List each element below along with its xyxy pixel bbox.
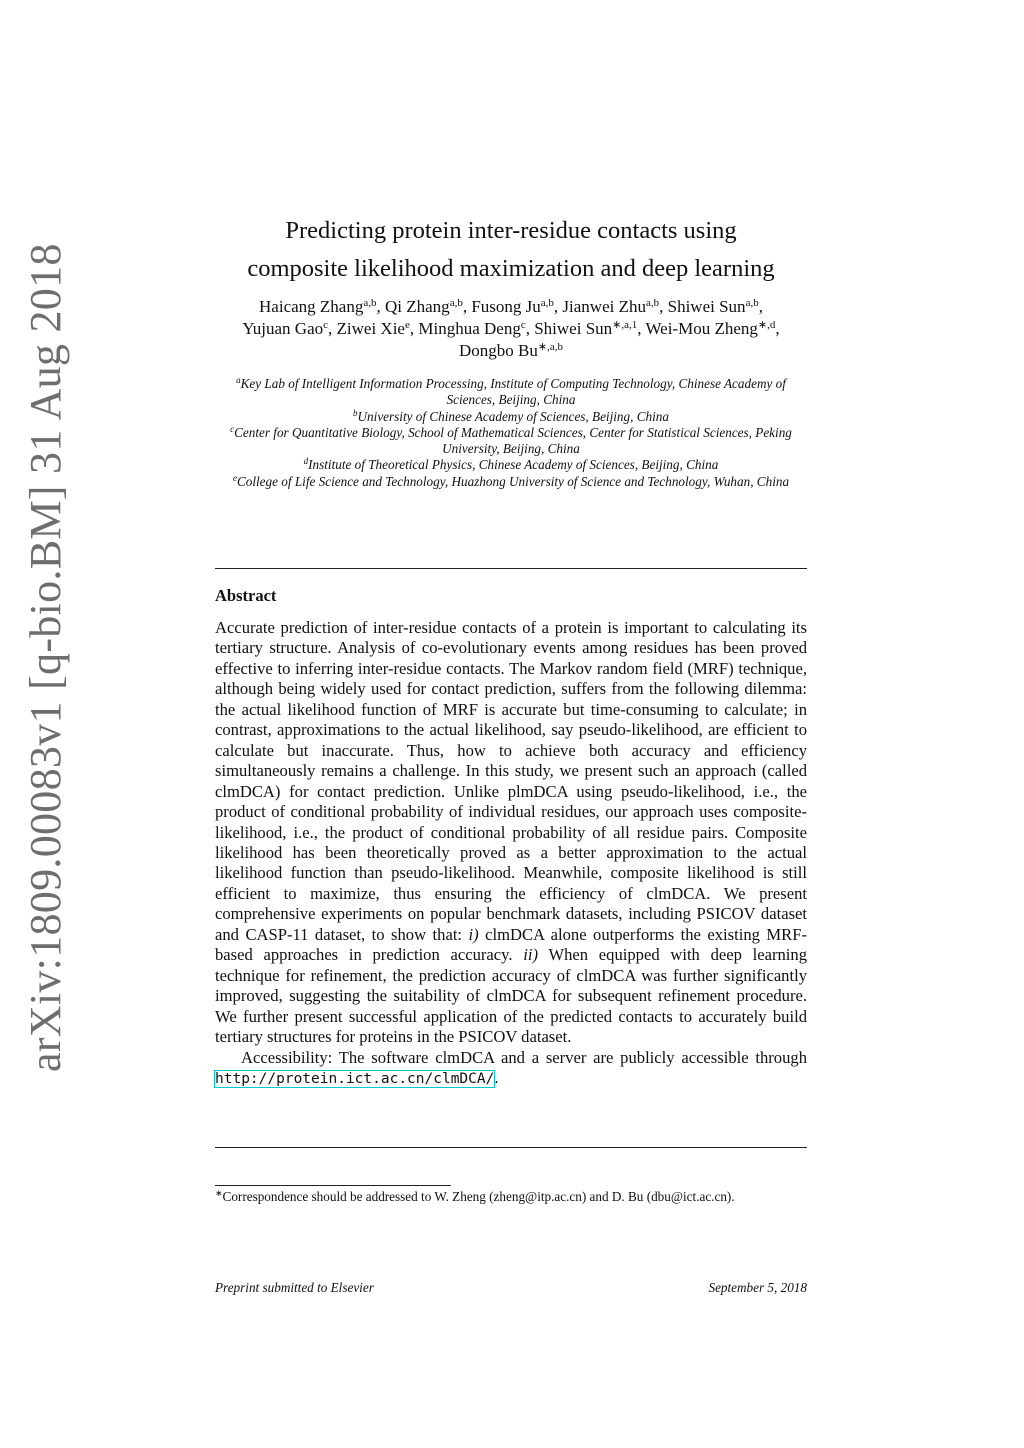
author: Dongbo Bu (459, 341, 538, 360)
author-sup: a,b (645, 297, 660, 309)
author-sup: a,b (540, 297, 554, 309)
author-sup: c (323, 319, 329, 331)
author-sup: ∗,d (757, 319, 776, 331)
author-sup: a,b (745, 297, 759, 309)
author-sup: a,b (449, 297, 463, 309)
author-sup: c (520, 319, 526, 331)
affiliation-d: $^d$Institute of Theoretical Physics, Chinese Academy of Sciences, Beijing, China (303, 456, 719, 473)
author-line-1: Haicang Zhang$^{a,b}$, Qi Zhang$^{a,b}$, Fusong Ju$^{a,b}$, Jianwei Zhu$^{a,b}$, Shiwei Sun$^{a,b}$, (259, 297, 763, 316)
author: Shiwei Sun (667, 297, 746, 316)
author: Fusong Ju (471, 297, 541, 316)
author-sup: a,b (363, 297, 377, 309)
correspondence-footnote: ∗Correspondence should be addressed to W. Zheng (zheng@itp.ac.cn) and D. Bu (dbu@ict.ac.cn). (215, 1188, 735, 1204)
abstract-heading: Abstract (215, 586, 277, 605)
title-line-1: Predicting protein inter-residue contacts using (285, 217, 737, 244)
author-list (200, 296, 822, 362)
abstract-paragraph: Accurate prediction of inter-residue contacts of a protein is important to calculating its tertiary structure. Analysis of co-evolutionary events among residues has been proved effective to inferring inter-residue contacts. The Markov random field (MRF) technique, although being widely used for contact prediction, suffers from the following dilemma: the actual likelihood function of MRF is accurate but time-consuming to calculate; in contrast, approximations to the actual likelihood, say pseudo-likelihood, are efficient to calculate but inaccurate. Thus, how to achieve both accuracy and efficiency simultaneously remains a challenge. In this study, we present such an approach (called clmDCA) for contact prediction. Unlike plmDCA using pseudo-likelihood, i.e., the product of conditional probability of individual residues, our approach uses composite-likelihood, i.e., the product of conditional probability of all residue pairs. Composite likelihood has been theoretically proved as a better approximation to the actual likelihood function than pseudo-likelihood. Meanwhile, composite likelihood is still efficient to maximize, thus ensuring the efficiency of clmDCA. We present comprehensive experiments on popular benchmark datasets, including PSICOV dataset and CASP-11 dataset, to show that: i) clmDCA alone outperforms the existing MRF-based approaches in prediction accuracy. ii) When equipped with deep learning technique for refinement, the prediction accuracy of clmDCA was further significantly improved, suggesting the suitability of clmDCA for subsequent refinement procedure. We further present successful application of the predicted contacts to accurately build tertiary structures for proteins in the PSICOV dataset. (215, 618, 808, 1047)
author: Shiwei Sun (534, 319, 613, 338)
author-sup: ∗,a,1 (612, 319, 638, 331)
author-sup: ∗,a,b (537, 341, 563, 353)
affiliation-e: $^e$College of Life Science and Technology, Huazhong University of Science and Technology, Wuhan, China (232, 472, 790, 489)
clmdca-link[interactable]: http://protein.ict.ac.cn/clmDCA/ (215, 1070, 495, 1087)
author: Yujuan Gao (242, 319, 324, 338)
author-line-3 (200, 340, 822, 362)
arxiv-identifier: arXiv:1809.00083v1 [q-bio.BM] 31 Aug 2018 (21, 243, 70, 1072)
title-line-2: composite likelihood maximization and deep learning (247, 255, 775, 282)
affiliation-a: $^a$Key Lab of Intelligent Information Processing, Institute of Computing Technology, Chinese Academy of Sciences, Beijing, China (236, 375, 786, 408)
accessibility-paragraph: Accessibility: The software clmDCA and a server are publicly accessible through http://protein.ict.ac.cn/clmDCA/. (215, 1047, 807, 1087)
paper-title (215, 212, 807, 288)
author: Haicang Zhang (259, 297, 364, 316)
author: Minghua Deng (418, 319, 521, 338)
footer-date: September 5, 2018 (708, 1280, 807, 1295)
affiliation-c: $^c$Center for Quantitative Biology, School of Mathematical Sciences, Center for Statistical Sciences, Peking University, Beijing, China (230, 423, 792, 457)
author: Jianwei Zhu (562, 297, 646, 316)
affiliation-b: $^b$University of Chinese Academy of Sciences, Beijing, China (353, 407, 669, 424)
author-sup: e (404, 319, 410, 331)
abstract-bottom-rule (215, 1147, 807, 1148)
author: Qi Zhang (385, 297, 450, 316)
author-line-2: Yujuan Gao$^c$, Ziwei Xie$^e$, Minghua Deng$^c$, Shiwei Sun$^{∗,a,1}$, Wei-Mou Zheng$^{∗,d}$, (242, 319, 780, 338)
abstract-body (215, 618, 807, 1089)
author: Ziwei Xie (336, 319, 405, 338)
footer-journal: Preprint submitted to Elsevier (215, 1280, 374, 1295)
author: Wei-Mou Zheng (645, 319, 758, 338)
abstract-top-rule (215, 568, 807, 569)
footnote-rule (215, 1185, 451, 1186)
page-footer (215, 1280, 807, 1296)
affiliations (212, 376, 810, 490)
